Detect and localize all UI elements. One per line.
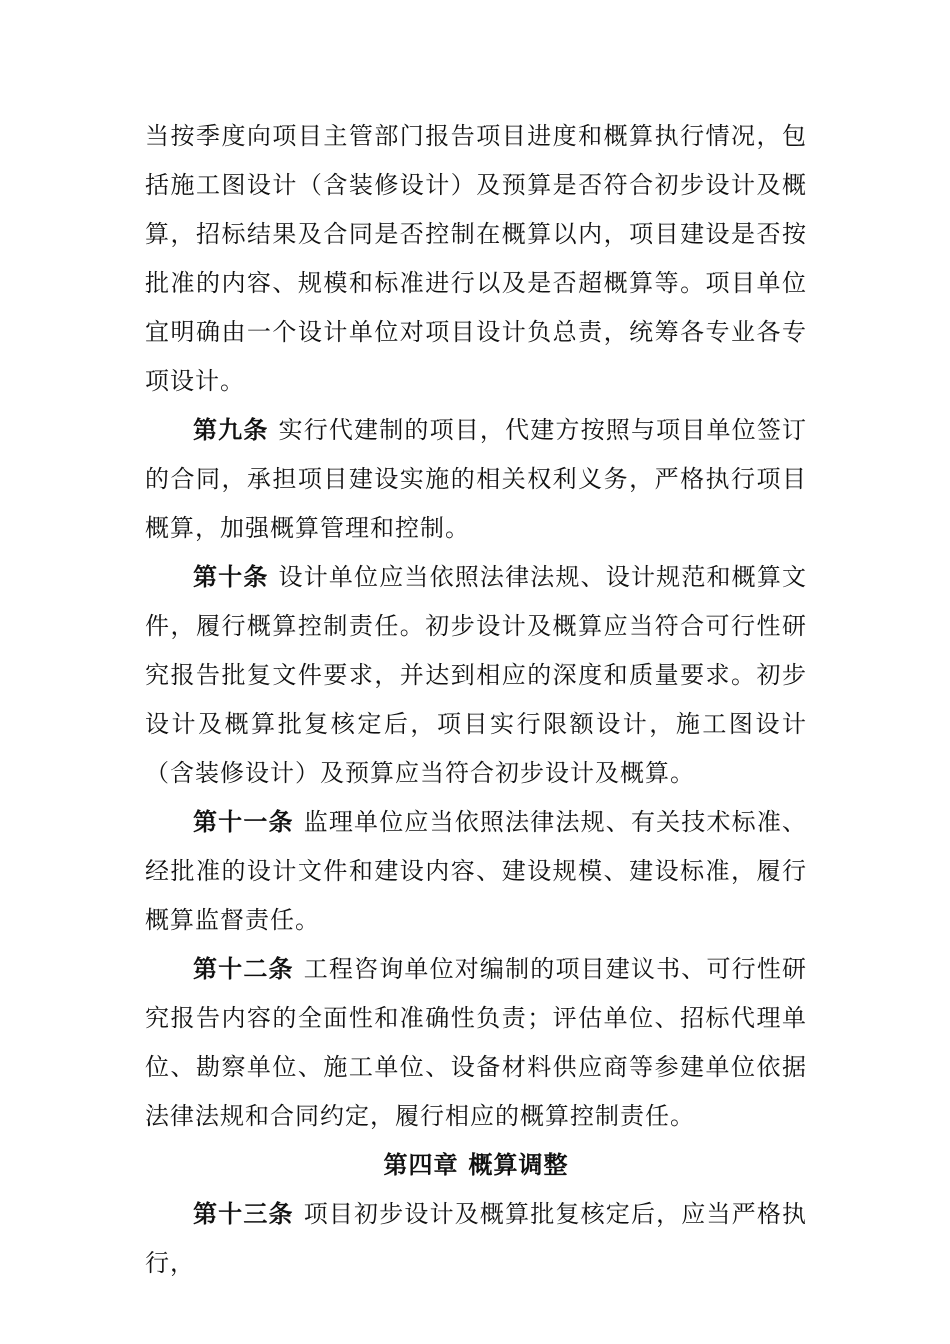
- article-text: 监理单位应当依照法律法规、有关技术标准、经批准的设计文件和建设内容、建设规模、建设标准，履行概算监督责任。: [145, 808, 808, 934]
- document-page: [145, 112, 807, 1288]
- paragraph-continuation: [145, 112, 807, 406]
- chapter-number: 第四章: [383, 1151, 459, 1179]
- chapter-title: 概算调整: [468, 1151, 569, 1179]
- article-number: 第十条: [193, 563, 269, 591]
- article-text: 项目初步设计及概算批复核定后，应当严格执行，: [145, 1200, 808, 1277]
- article-number: 第十一条: [193, 808, 294, 836]
- article-12: [145, 945, 807, 1141]
- article-text: 工程咨询单位对编制的项目建议书、可行性研究报告内容的全面性和准确性负责；评估单位、招标代理单位、勘察单位、施工单位、设备材料供应商等参建单位依据法律法规和合同约定，履行相应的概算控制责任。: [145, 955, 808, 1130]
- article-13: [145, 1190, 807, 1288]
- paragraph-text: 当按季度向项目主管部门报告项目进度和概算执行情况，包括施工图设计（含装修设计）及预算是否符合初步设计及概算，招标结果及合同是否控制在概算以内，项目建设是否按批准的内容、规模和标准进行以及是否超概算等。项目单位宜明确由一个设计单位对项目设计负总责，统筹各专业各专项设计。: [145, 122, 807, 395]
- article-number: 第十三条: [193, 1200, 294, 1228]
- article-11: [145, 798, 807, 945]
- article-number: 第九条: [193, 416, 269, 444]
- chapter-heading: [145, 1141, 807, 1190]
- article-text: 设计单位应当依照法律法规、设计规范和概算文件，履行概算控制责任。初步设计及概算应当符合可行性研究报告批复文件要求，并达到相应的深度和质量要求。初步设计及概算批复核定后，项目实行限额设计，施工图设计（含装修设计）及预算应当符合初步设计及概算。: [145, 563, 808, 787]
- article-text: 实行代建制的项目，代建方按照与项目单位签订的合同，承担项目建设实施的相关权利义务，严格执行项目概算，加强概算管理和控制。: [145, 416, 808, 542]
- article-9: [145, 406, 807, 553]
- article-number: 第十二条: [193, 955, 294, 983]
- article-10: [145, 553, 807, 798]
